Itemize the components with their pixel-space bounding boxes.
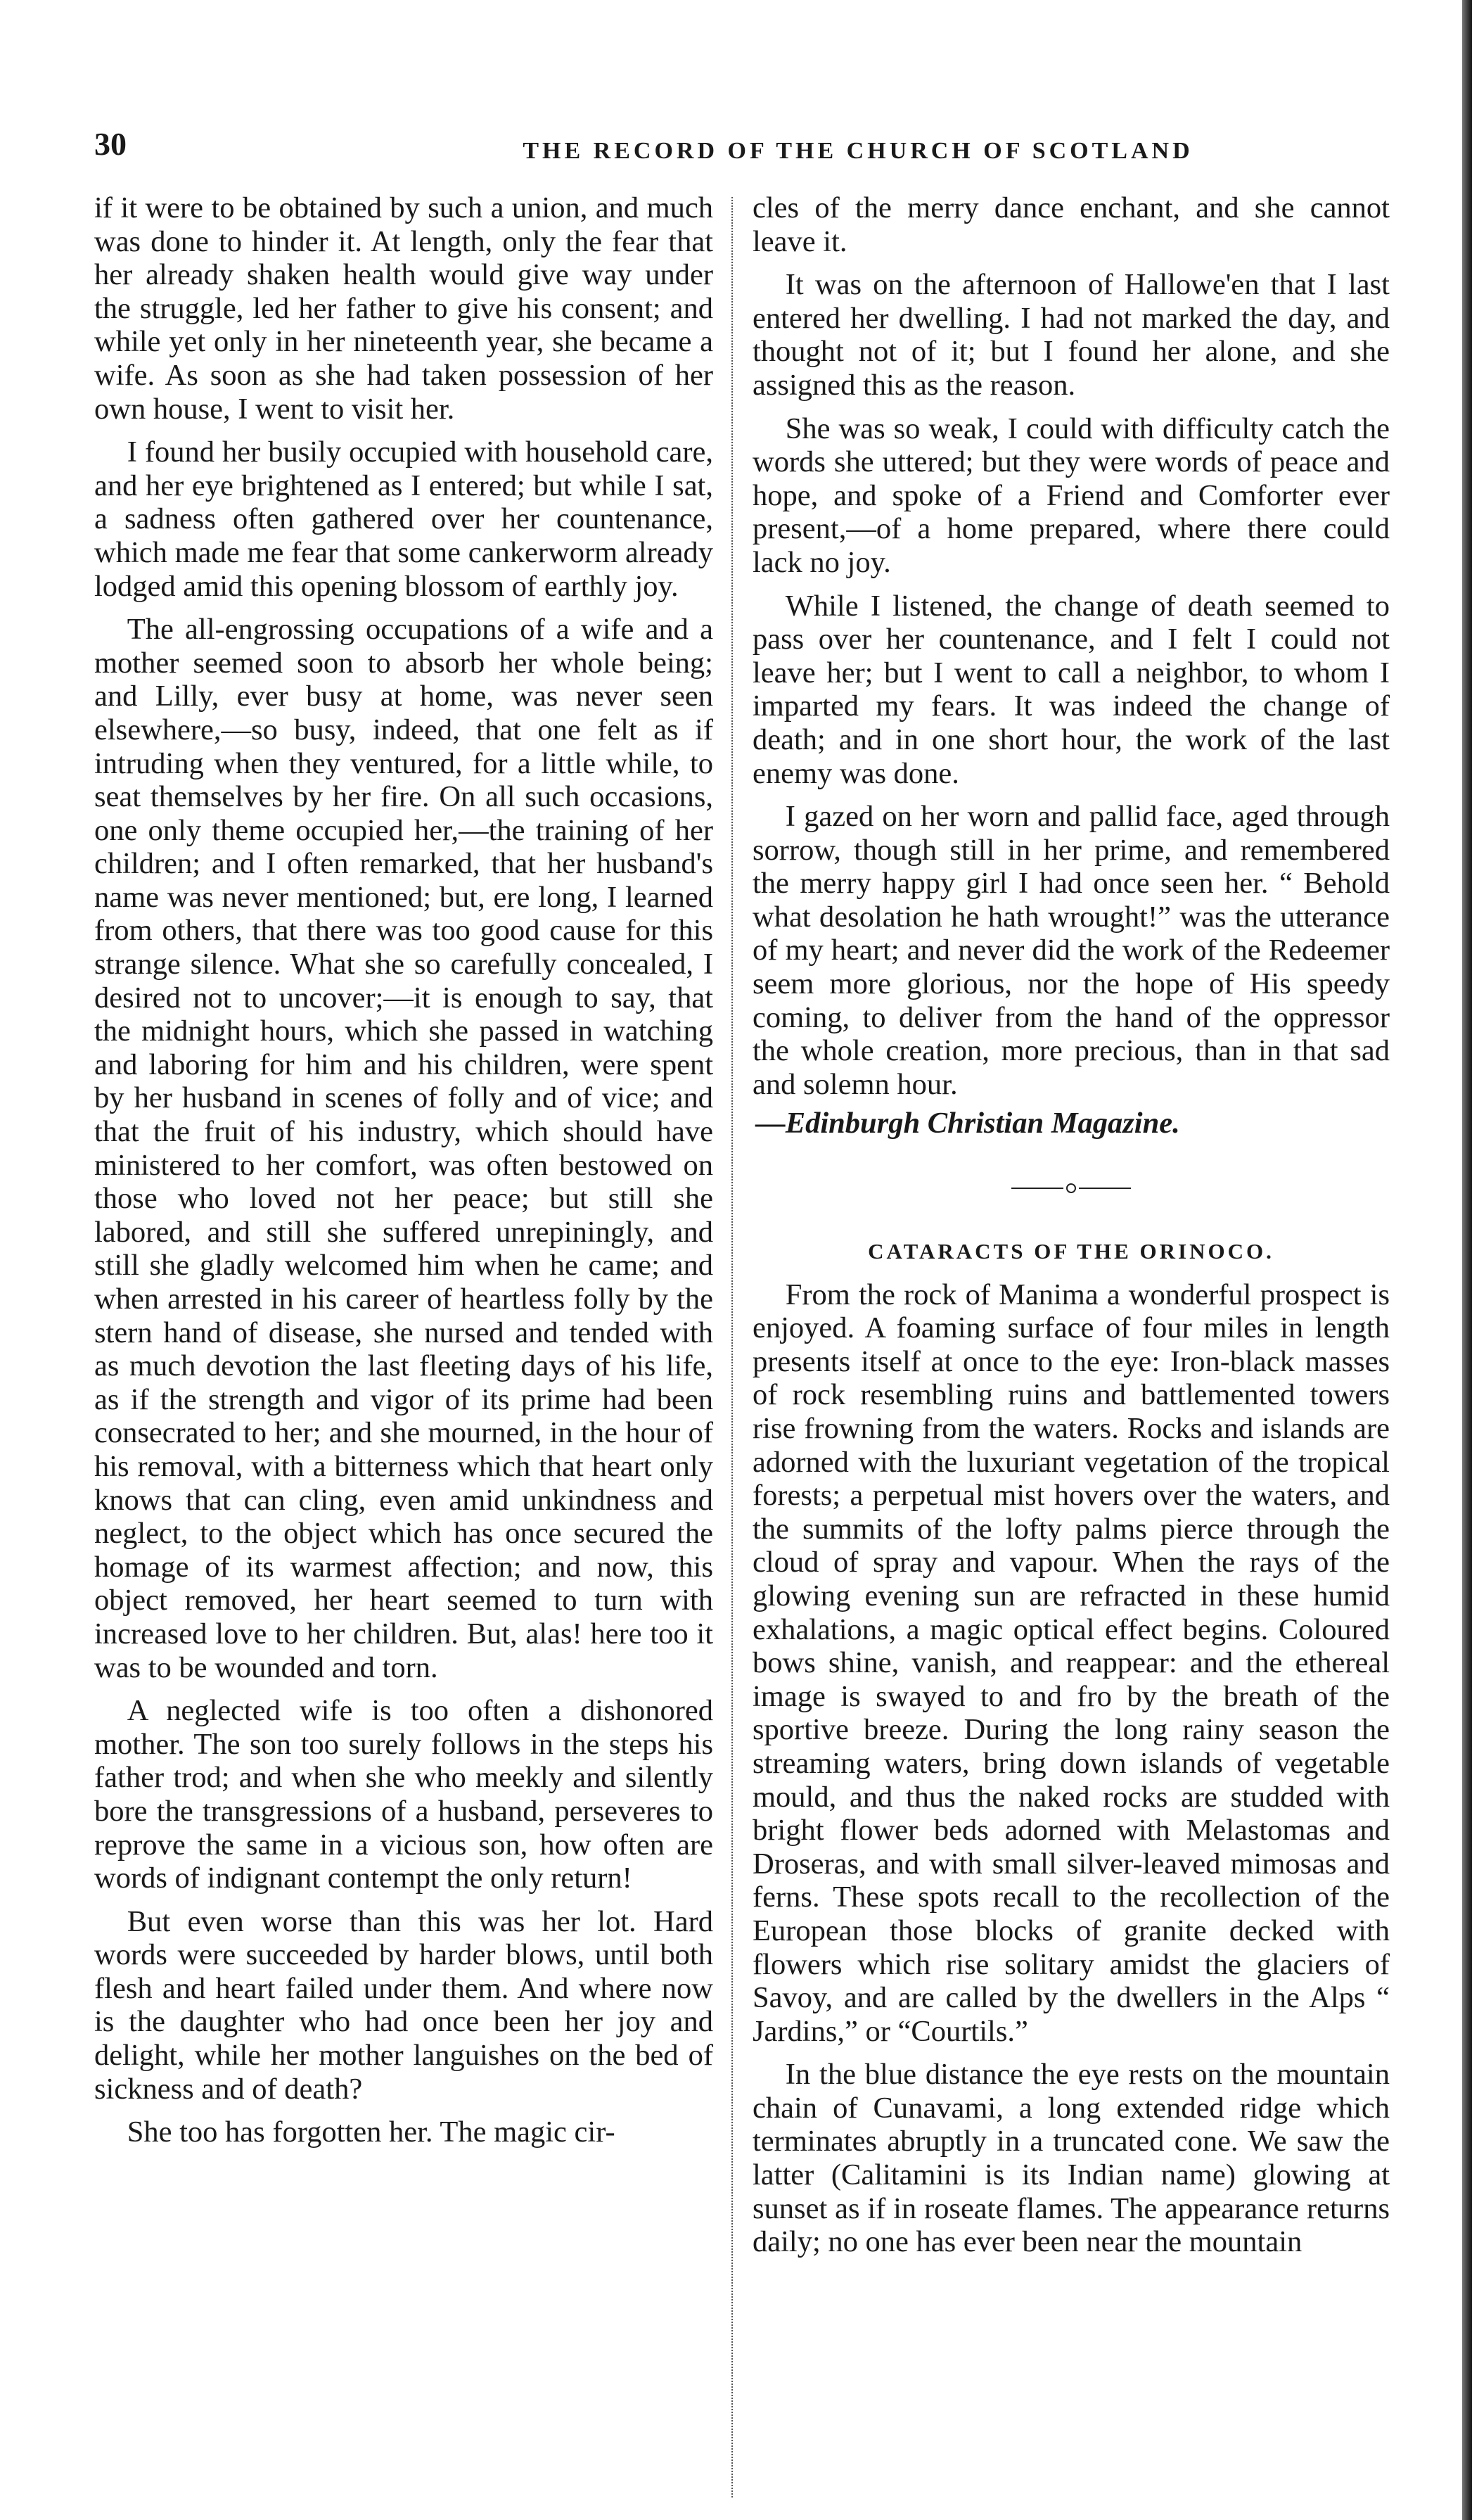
right-column — [753, 191, 1390, 2259]
paragraph: It was on the afternoon of Hallowe'en that I last entered her dwelling. I had not marked the day, and thought not of it; but I found her alone, and she assigned this as the reason. — [753, 268, 1390, 402]
paragraph: The all-engrossing occupations of a wife and a mother seemed soon to absorb her whole being; and Lilly, ever busy at home, was never seen elsewhere,—so busy, indeed, that one felt as if intruding when they ventured, for a little while, to seat themselves by her fire. On all such occasions, one only theme occupied her,—the training of her children; and I often remarked, that her husband's name was never mentioned; but, ere long, I learned from others, that there was too good cause for this strange silence. What she so carefully concealed, I desired not to uncover;—it is enough to say, that the midnight hours, which she passed in watching and laboring for him and his children, were spent by her husband in scenes of folly and of vice; and that the fruit of his industry, which should have ministered to her comfort, was often bestowed on those who loved not her peace; but still she labored, and still she suffered unrepiningly, and still she gladly welcomed him when he came; and when arrested in his career of heartless folly by the stern hand of disease, she nursed and tended with as much devotion the last fleeting days of his life, as if the strength and vigor of its prime had been consecrated to her; and she mourned, in the hour of his removal, with a bitterness which that heart only knows that can cling, even amid unkindness and neglect, to the object which has once secured the homage of its warmest affection; and now, this object removed, her heart seemed to turn with increased love to her children. But, alas! here too it was to be wounded and torn. — [94, 613, 713, 1684]
divider-line — [1079, 1188, 1131, 1189]
paragraph: While I listened, the change of death seemed to pass over her countenance, and I felt I could not leave her; but I went to call a neighbor, to whom I imparted my fears. It was indeed the change of death; and in one short hour, the work of the last enemy was done. — [753, 589, 1390, 790]
section-divider — [753, 1181, 1390, 1195]
page-number: 30 — [94, 126, 127, 162]
paragraph: She too has forgotten her. The magic cir- — [127, 2115, 615, 2149]
left-column — [94, 191, 713, 2149]
binding-edge — [1462, 0, 1472, 2520]
divider-line — [1011, 1188, 1063, 1189]
paragraph: She was so weak, I could with difficulty catch the words she uttered; but they were words of peace and hope, and spoke of a Friend and Comforter ever present,—of a home prepared, where there could lack no joy. — [753, 412, 1390, 579]
column-rule — [731, 197, 733, 2497]
running-head: THE RECORD OF THE CHURCH OF SCOTLAND — [523, 138, 1193, 164]
paragraph: A neglected wife is too often a dishonored mother. The son too surely follows in the steps his father trod; and when she who meekly and silently bore the transgressions of a husband, perseveres to reprove the same in a vicious son, how often are words of indignant contempt the only return! — [94, 1694, 713, 1895]
paragraph: I found her busily occupied with household care, and her eye brightened as I entered; but while I sat, a sadness often gathered over her countenance, which made me fear that some cankerworm already lodged amid this opening blossom of earthly joy. — [94, 435, 713, 603]
source-attribution: —Edinburgh Christian Magazine. — [755, 1107, 1180, 1140]
paragraph: I gazed on her worn and pallid face, aged through sorrow, though still in her prime, and remembered the merry happy girl I had once seen her. “ Behold what desolation he hath wrought!” was the utterance of my heart; and never did the work of the Redeemer seem more glorious, nor the hope of His speedy coming, to deliver from the hand of the oppressor the whole creation, more precious, than in that sad and solemn hour. — [753, 800, 1390, 1101]
paragraph: But even worse than this was her lot. Hard words were succeeded by harder blows, until both flesh and heart failed under them. And where now is the daughter who had once been her joy and delight, while her mother languishes on the bed of sickness and of death? — [94, 1904, 713, 2106]
paragraph: In the blue distance the eye rests on the mountain chain of Cunavami, a long extended ridge which terminates abruptly in a truncated cone. We saw the latter (Calitamini is its Indian name) glowing at sunset as if in roseate flames. The appearance returns daily; no one has ever been near the mountain — [753, 2058, 1390, 2259]
paragraph: From the rock of Manima a wonderful prospect is enjoyed. A foaming surface of four miles in length presents itself at once to the eye: Iron-black masses of rock resembling ruins and battlemented towers rise frowning from the waters. Rocks and islands are adorned with the luxuriant vegetation of the tropical forests; a perpetual mist hovers over the waters, and the summits of the lofty palms pierce through the cloud of spray and vapour. When the rays of the glowing evening sun are refracted in these humid exhalations, a magic optical effect begins. Coloured bows shine, vanish, and reappear: and the ethereal image is swayed to and fro by the breath of the sportive breeze. During the long rainy season the streaming waters, bring down islands of vegetable mould, and thus the naked rocks are studded with bright flower beds adorned with Melastomas and Droseras, and with small silver-leaved mimosas and ferns. These spots recall to the recollection of the European those blocks of granite decked with flowers which rise solitary amidst the glaciers of Savoy, and are called by the dwellers in the Alps “ Jardins,” or “Courtils.” — [753, 1278, 1390, 2048]
article-title: CATARACTS OF THE ORINOCO. — [868, 1239, 1274, 1264]
paragraph: if it were to be obtained by such a union, and much was done to hinder it. At length, only the fear that her already shaken health would give way under the struggle, led her father to give his consent; and while yet only in her nineteenth year, she became a wife. As soon as she had taken possession of her own house, I went to visit her. — [94, 191, 713, 426]
paragraph-continuation: cles of the merry dance enchant, and she cannot leave it. — [753, 191, 1390, 258]
divider-ornament — [1066, 1183, 1076, 1193]
